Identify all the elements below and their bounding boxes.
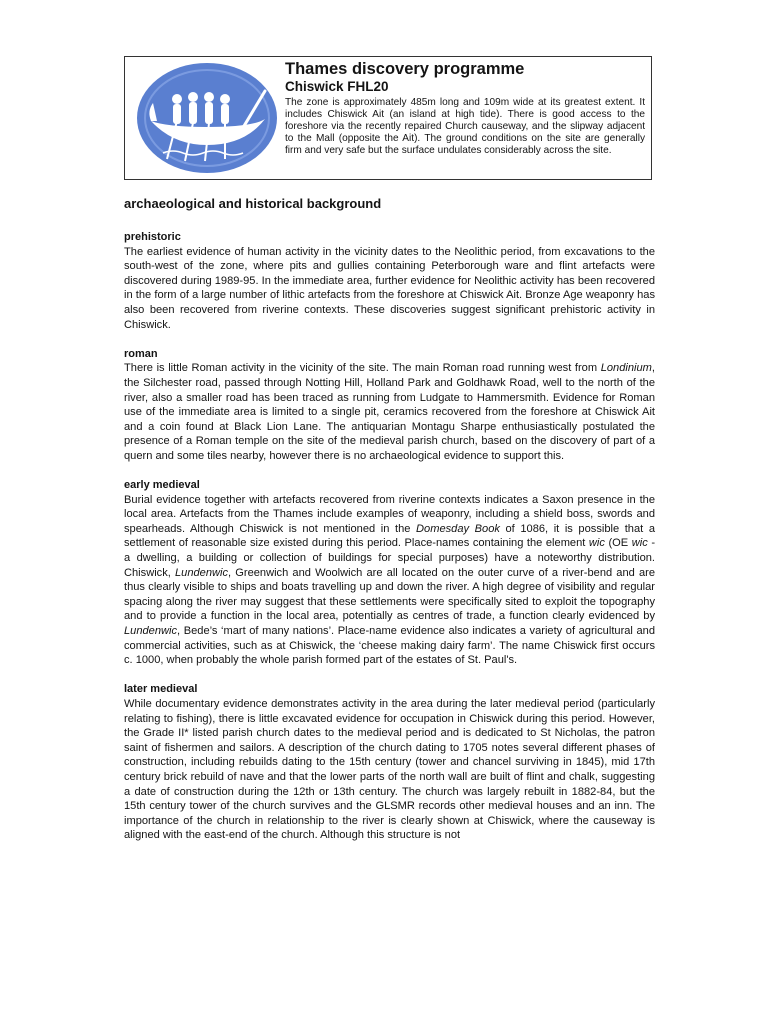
italic-term: wic [631, 537, 648, 550]
italic-term: Londinium [600, 362, 652, 375]
italic-term: Domesday Book [416, 522, 500, 535]
subsection-title: roman [124, 347, 158, 360]
page-title: Thames discovery programme [285, 60, 525, 78]
subsection-paragraph: While documentary evidence demonstrates activity in the area during the later medieval period (particularly relating to fishing), there is little excavated evidence for occupation in Chiswick during this period. However, the Grade II* listed parish church dates to the medieval period and is dedicated to St Nicholas, the patron saint of fishermen and sailors. A description of the church dating to 1705 notes several different phases of construction, including rebuilds dating to the 15th century (tower and chancel surviving in 1845), mid 17th century brick rebuild of nave and that the lower parts of the north wall are built of flint and chalk, suggesting a date of construction during the 12th or 13th century. The church was largely rebuilt in 1882-84, but the 15th century tower of the church survives and the GLSMR records other medieval houses and an inn. The importance of the church in relationship to the river is clearly shown at Chiswick, where the causeway is aligned with the east-end of the church. Although this structure is not [124, 698, 655, 842]
subsection-title: prehistoric [124, 231, 181, 243]
site-code: Chiswick FHL20 [285, 79, 389, 94]
zone-description: The zone is approximately 485m long and 109m wide at its greatest extent. It includes Chiswick Ait (an island at high tide). There is good access to the foreshore via the recently repaired Church causeway, and the slipway adjacent to the Mall (opposite the Ait). The ground conditions on the site are generally firm and very safe but the surface undulates considerably across the site. [285, 97, 645, 157]
italic-term: wic [588, 537, 605, 550]
boat-rowers-logo-icon [133, 61, 281, 175]
italic-term: Lundenwic [124, 625, 178, 638]
subsection-paragraph: Burial evidence together with artefacts recovered from riverine contexts indicates a Saxon presence in the local area. Artefacts from the Thames include examples of weaponry, including a shield boss, swords and spearheads. Although Chiswick is not mentioned in the Domesday Book of 1086, it is possible that a settlement of reasonable size existed during this period. Place-names containing the element wic (OE wic - a dwelling, a building or collection of buildings for special purposes) have a noteworthy distribution. Chiswick, Lundenwic, Greenwich and Woolwich are all located on the outer curve of a river-bend and are thus clearly visible to ships and boats travelling up and down the river. A high degree of visibility and regular spacing along the river may suggest that these settlements were specifically sited to exploit the topography and to provide a function in the local area, potentially as centres of trade, a function clearly evidenced by Lundenwic, Bede’s ‘mart of many nations’. Place-name evidence also indicates a variety of agricultural and commercial activities, such as at Chiswick, the ‘cheese making dairy farm’. The name Chiswick first occurs c. 1000, when probably the whole parish formed part of the estates of St. Paul's. [124, 493, 656, 667]
header-text [285, 59, 645, 157]
subsection-paragraph: The earliest evidence of human activity in the vicinity dates to the Neolithic period, from excavations to the south-west of the zone, where pits and gullies containing Peterborough ware and flint artefacts were discovered during 1989-95. In the immediate area, further evidence for Neolithic activity has been recovered in the form of a large number of lithic artefacts from the foreshore at Chiswick Ait. Bronze Age weaponry has also been recovered from riverine contexts. These discoveries suggest significant prehistoric activity in Chiswick. [124, 245, 655, 331]
header-box [124, 56, 652, 180]
sections-container [124, 230, 655, 843]
subsection-title: early medieval [124, 479, 200, 492]
subsection-title: later medieval [124, 683, 198, 696]
subsection-paragraph: There is little Roman activity in the vicinity of the site. The main Roman road running west from Londinium, the Silchester road, passed through Notting Hill, Holland Park and Goldhawk Road, well to the north of the river, also a smaller road has been traced as running from Ludgate to Hammersmith. Evidence for Roman use of the immediate area is limited to a single pit, ceramics recovered from the foreshore at Chiswick Ait and a coin found at Black Lion Lane. The antiquarian Montagu Sharpe enthusiastically postulated the presence of a Roman temple on the site of the medieval parish church, based on the discovery of part of a quern and some tiles nearby, however there is no archaeological evidence to support this. [124, 362, 655, 462]
main-content [124, 195, 655, 843]
section-heading: archaeological and historical background [124, 196, 382, 211]
italic-term: Lundenwic [174, 566, 229, 579]
